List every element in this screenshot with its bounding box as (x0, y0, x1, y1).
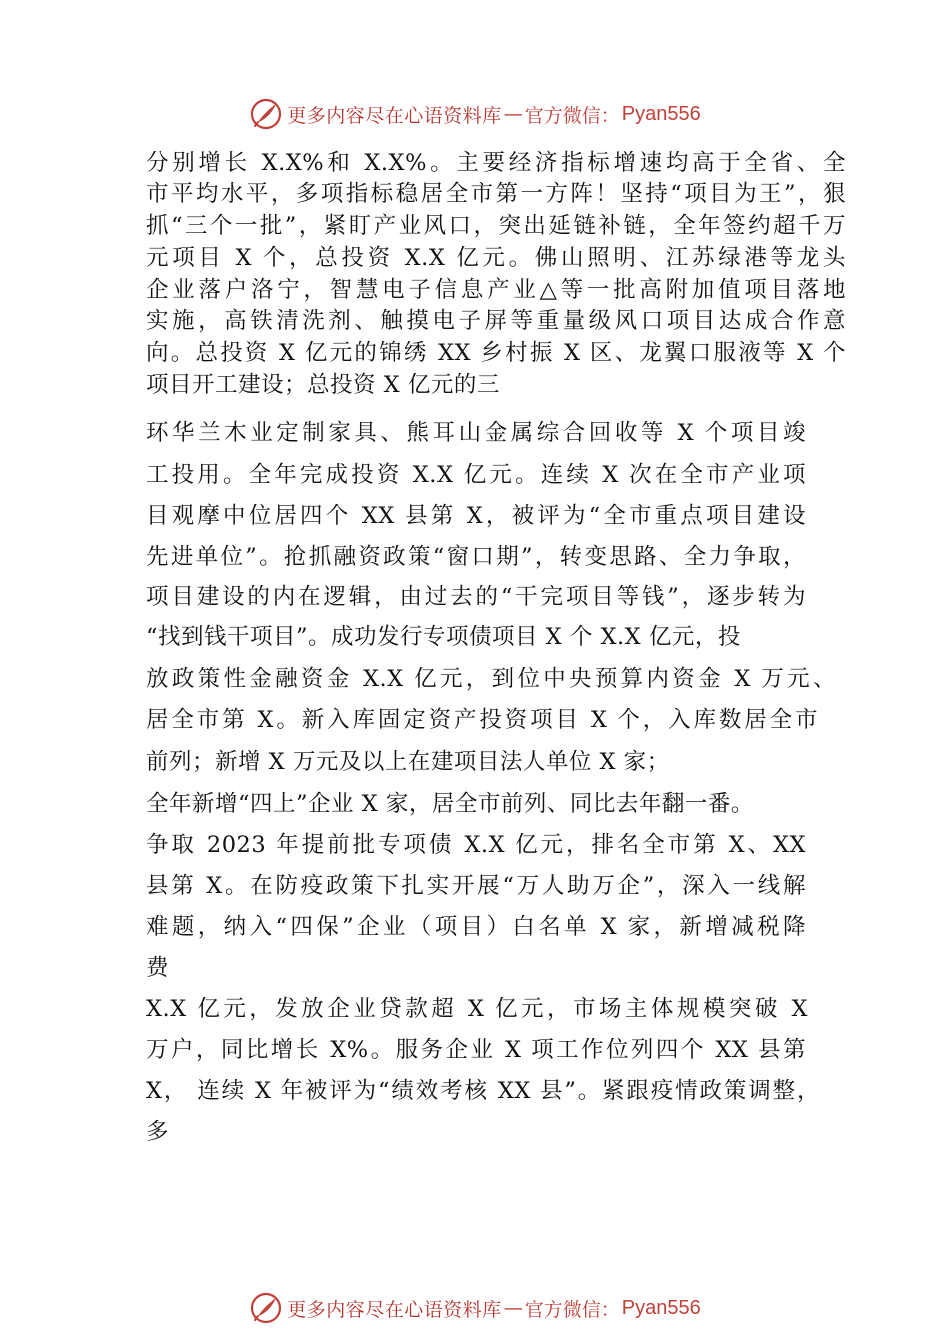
banner-dash: — (503, 1297, 523, 1319)
text-line: X， 连续 X 年被评为“绩效考核 XX 县”。紧跟疫情政策调整， (146, 1078, 820, 1104)
text-line: 企业落户洛宁，智慧电子信息产业△等一批高附加值项目落地 (146, 277, 846, 303)
text-line: 实施，高铁清洗剂、触摸电子屏等重量级风口项目达成合作意 (146, 308, 846, 334)
text-line: 分别增长 X.X%和 X.X%。主要经济指标增速均高于全省、全 (146, 150, 846, 176)
text-line: 工投用。全年完成投资 X.X 亿元。连续 X 次在全市产业项 (146, 462, 806, 488)
text-line: 项目建设的内在逻辑，由过去的“干完项目等钱”，逐步转为 (146, 584, 806, 610)
text-line: 县第 X。在防疫政策下扎实开展“万人助万企”，深入一线解 (146, 873, 806, 899)
document-body (146, 147, 846, 1153)
banner-wechat-label: 官方微信： (524, 1298, 620, 1321)
text-line: 环华兰木业定制家具、熊耳山金属综合回收等 X 个项目竣 (146, 420, 806, 446)
banner-wechat-id: Pyan556 (621, 1296, 701, 1319)
text-line: 难题，纳入“四保”企业（项目）白名单 X 家，新增减税降 (146, 914, 806, 940)
banner-dash: — (503, 103, 523, 125)
text-line: 元项目 X 个，总投资 X.X 亿元。佛山照明、江苏绿港等龙头 (146, 245, 846, 271)
quill-logo-icon (249, 97, 283, 131)
text-line: 先进单位”。抢抓融资政策“窗口期”，转变思路、全力争取， (146, 544, 806, 570)
text-line: 争取 2023 年提前批专项债 X.X 亿元，排名全市第 X、XX (146, 832, 806, 858)
text-line: 放政策性金融资金 X.X 亿元，到位中央预算内资金 X 万元、 (146, 666, 836, 692)
text-line: 目观摩中位居四个 XX 县第 X，被评为“全市重点项目建设 (146, 503, 806, 529)
banner-wechat-id: Pyan556 (621, 102, 701, 125)
text-line: 向。总投资 X 亿元的锦绣 XX 乡村振 X 区、龙翼口服液等 X 个 (146, 340, 846, 366)
text-line: 抓“三个一批”，紧盯产业风口，突出延链补链，全年签约超千万 (146, 213, 846, 239)
banner-brand: 更多内容尽在心语资料库 (287, 104, 502, 127)
footer-banner (0, 1288, 950, 1328)
text-line: 项目开工建设；总投资 X 亿元的三 (146, 372, 500, 398)
header-banner (0, 94, 950, 134)
banner-wechat-label: 官方微信： (524, 104, 620, 127)
text-line: 全年新增“四上”企业 X 家，居全市前列、同比去年翻一番。 (146, 791, 754, 817)
text-line: X.X 亿元，发放企业贷款超 X 亿元，市场主体规模突破 X (146, 996, 808, 1022)
text-line: 居全市第 X。新入库固定资产投资项目 X 个，入库数居全市 (146, 707, 818, 733)
banner-brand: 更多内容尽在心语资料库 (287, 1298, 502, 1321)
text-line: 多 (146, 1119, 170, 1145)
quill-logo-icon (249, 1291, 283, 1325)
text-line: 万户，同比增长 X%。服务企业 X 项工作位列四个 XX 县第 (146, 1037, 806, 1063)
text-line: “找到钱干项目”。成功发行专项债项目 X 个 X.X 亿元，投 (146, 624, 741, 650)
text-line: 市平均水平，多项指标稳居全市第一方阵！坚持“项目为王”，狠 (146, 181, 846, 207)
text-line: 费 (146, 955, 170, 981)
text-line: 前列；新增 X 万元及以上在建项目法人单位 X 家； (146, 749, 670, 775)
